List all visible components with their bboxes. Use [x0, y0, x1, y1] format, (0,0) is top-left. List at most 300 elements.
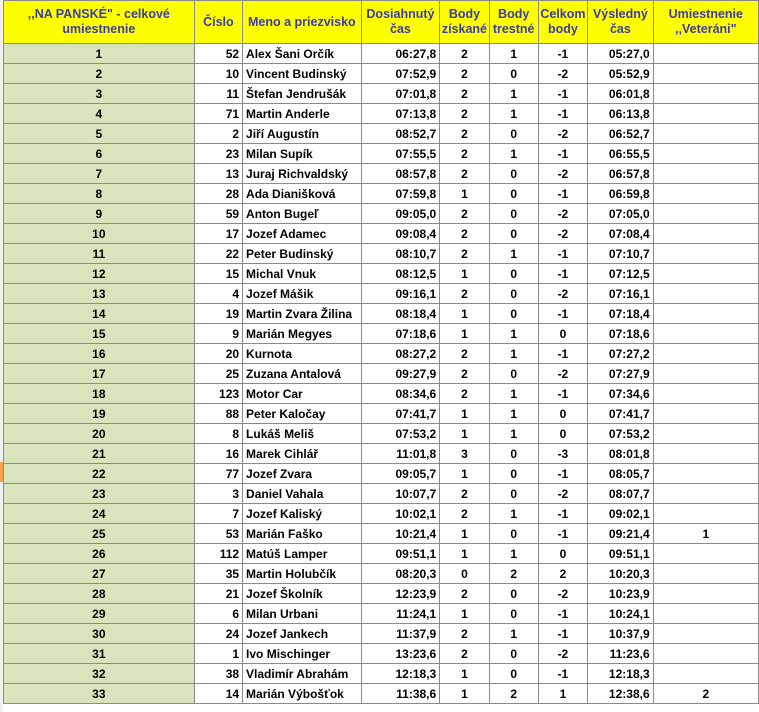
time-cell[interactable]: 07:13,8 [361, 104, 440, 124]
final-time-cell[interactable]: 07:27,2 [588, 344, 653, 364]
points-gained-cell[interactable]: 2 [440, 344, 489, 364]
time-cell[interactable]: 07:01,8 [361, 84, 440, 104]
time-cell[interactable]: 08:12,5 [361, 264, 440, 284]
col-header-veterans[interactable]: Umiestnenie ,,Veteráni" [653, 1, 758, 44]
number-cell[interactable]: 11 [194, 84, 242, 104]
name-cell[interactable]: Lukáš Meliš [243, 424, 362, 444]
number-cell[interactable]: 52 [194, 44, 242, 64]
rank-cell[interactable]: 29 [4, 604, 195, 624]
points-total-cell[interactable]: -1 [538, 144, 587, 164]
time-cell[interactable]: 07:59,8 [361, 184, 440, 204]
time-cell[interactable]: 07:53,2 [361, 424, 440, 444]
veterans-cell[interactable]: 1 [653, 524, 758, 544]
name-cell[interactable]: Jozef Mášik [243, 284, 362, 304]
points-gained-cell[interactable]: 1 [440, 184, 489, 204]
time-cell[interactable]: 09:05,0 [361, 204, 440, 224]
points-total-cell[interactable]: -1 [538, 384, 587, 404]
final-time-cell[interactable]: 07:34,6 [588, 384, 653, 404]
points-penalty-cell[interactable]: 0 [489, 304, 538, 324]
final-time-cell[interactable]: 06:59,8 [588, 184, 653, 204]
time-cell[interactable]: 10:07,7 [361, 484, 440, 504]
rank-cell[interactable]: 9 [4, 204, 195, 224]
number-cell[interactable]: 14 [194, 684, 242, 704]
rank-cell[interactable]: 18 [4, 384, 195, 404]
col-header-points-total[interactable]: Celkom body [538, 1, 587, 44]
time-cell[interactable]: 08:52,7 [361, 124, 440, 144]
final-time-cell[interactable]: 11:23,6 [588, 644, 653, 664]
name-cell[interactable]: Martin Holubčík [243, 564, 362, 584]
number-cell[interactable]: 16 [194, 444, 242, 464]
rank-cell[interactable]: 10 [4, 224, 195, 244]
name-cell[interactable]: Motor Car [243, 384, 362, 404]
number-cell[interactable]: 71 [194, 104, 242, 124]
points-gained-cell[interactable]: 2 [440, 384, 489, 404]
points-penalty-cell[interactable]: 0 [489, 604, 538, 624]
rank-cell[interactable]: 19 [4, 404, 195, 424]
veterans-cell[interactable] [653, 144, 758, 164]
points-penalty-cell[interactable]: 1 [489, 144, 538, 164]
points-total-cell[interactable]: 2 [538, 564, 587, 584]
veterans-cell[interactable] [653, 284, 758, 304]
name-cell[interactable]: Jozef Školník [243, 584, 362, 604]
points-total-cell[interactable]: 0 [538, 544, 587, 564]
points-penalty-cell[interactable]: 0 [489, 364, 538, 384]
final-time-cell[interactable]: 06:55,5 [588, 144, 653, 164]
time-cell[interactable]: 09:05,7 [361, 464, 440, 484]
name-cell[interactable]: Matúš Lamper [243, 544, 362, 564]
points-penalty-cell[interactable]: 0 [489, 644, 538, 664]
points-penalty-cell[interactable]: 1 [489, 504, 538, 524]
name-cell[interactable]: Vladimír Abrahám [243, 664, 362, 684]
rank-cell[interactable]: 30 [4, 624, 195, 644]
col-header-points-penalty[interactable]: Body trestné [489, 1, 538, 44]
points-gained-cell[interactable]: 2 [440, 504, 489, 524]
name-cell[interactable]: Jiří Augustín [243, 124, 362, 144]
points-penalty-cell[interactable]: 0 [489, 464, 538, 484]
rank-cell[interactable]: 21 [4, 444, 195, 464]
points-gained-cell[interactable]: 1 [440, 404, 489, 424]
veterans-cell[interactable] [653, 344, 758, 364]
number-cell[interactable]: 24 [194, 624, 242, 644]
number-cell[interactable]: 19 [194, 304, 242, 324]
name-cell[interactable]: Jozef Adamec [243, 224, 362, 244]
points-gained-cell[interactable]: 2 [440, 64, 489, 84]
time-cell[interactable]: 11:01,8 [361, 444, 440, 464]
col-header-name[interactable]: Meno a priezvisko [243, 1, 362, 44]
rank-cell[interactable]: 8 [4, 184, 195, 204]
points-gained-cell[interactable]: 2 [440, 644, 489, 664]
points-penalty-cell[interactable]: 0 [489, 524, 538, 544]
number-cell[interactable]: 35 [194, 564, 242, 584]
final-time-cell[interactable]: 07:18,6 [588, 324, 653, 344]
col-header-placement[interactable]: ,,NA PANSKÉ" - celkové umiestnenie [4, 1, 195, 44]
rank-cell[interactable]: 5 [4, 124, 195, 144]
veterans-cell[interactable]: 2 [653, 684, 758, 704]
name-cell[interactable]: Anton Bugeľ [243, 204, 362, 224]
time-cell[interactable]: 07:41,7 [361, 404, 440, 424]
points-gained-cell[interactable]: 2 [440, 584, 489, 604]
number-cell[interactable]: 1 [194, 644, 242, 664]
name-cell[interactable]: Milan Supík [243, 144, 362, 164]
points-gained-cell[interactable]: 1 [440, 424, 489, 444]
rank-cell[interactable]: 15 [4, 324, 195, 344]
points-gained-cell[interactable]: 1 [440, 544, 489, 564]
time-cell[interactable]: 09:51,1 [361, 544, 440, 564]
points-penalty-cell[interactable]: 2 [489, 684, 538, 704]
veterans-cell[interactable] [653, 44, 758, 64]
veterans-cell[interactable] [653, 104, 758, 124]
time-cell[interactable]: 08:18,4 [361, 304, 440, 324]
time-cell[interactable]: 10:21,4 [361, 524, 440, 544]
number-cell[interactable]: 9 [194, 324, 242, 344]
points-penalty-cell[interactable]: 0 [489, 664, 538, 684]
veterans-cell[interactable] [653, 224, 758, 244]
final-time-cell[interactable]: 06:13,8 [588, 104, 653, 124]
number-cell[interactable]: 15 [194, 264, 242, 284]
name-cell[interactable]: Štefan Jendrušák [243, 84, 362, 104]
number-cell[interactable]: 28 [194, 184, 242, 204]
points-penalty-cell[interactable]: 0 [489, 204, 538, 224]
time-cell[interactable]: 12:18,3 [361, 664, 440, 684]
points-total-cell[interactable]: -1 [538, 664, 587, 684]
name-cell[interactable]: Marián Výbošťok [243, 684, 362, 704]
points-gained-cell[interactable]: 1 [440, 324, 489, 344]
veterans-cell[interactable] [653, 664, 758, 684]
time-cell[interactable]: 08:27,2 [361, 344, 440, 364]
number-cell[interactable]: 77 [194, 464, 242, 484]
name-cell[interactable]: Marek Cihlář [243, 444, 362, 464]
veterans-cell[interactable] [653, 624, 758, 644]
rank-cell[interactable]: 28 [4, 584, 195, 604]
number-cell[interactable]: 59 [194, 204, 242, 224]
points-gained-cell[interactable]: 1 [440, 264, 489, 284]
points-penalty-cell[interactable]: 1 [489, 404, 538, 424]
rank-cell[interactable]: 24 [4, 504, 195, 524]
points-total-cell[interactable]: -1 [538, 84, 587, 104]
final-time-cell[interactable]: 09:51,1 [588, 544, 653, 564]
time-cell[interactable]: 11:24,1 [361, 604, 440, 624]
number-cell[interactable]: 6 [194, 604, 242, 624]
col-header-points-gained[interactable]: Body získané [440, 1, 489, 44]
points-total-cell[interactable]: -1 [538, 604, 587, 624]
final-time-cell[interactable]: 06:01,8 [588, 84, 653, 104]
time-cell[interactable]: 07:18,6 [361, 324, 440, 344]
number-cell[interactable]: 7 [194, 504, 242, 524]
final-time-cell[interactable]: 10:24,1 [588, 604, 653, 624]
rank-cell[interactable]: 32 [4, 664, 195, 684]
points-penalty-cell[interactable]: 0 [489, 184, 538, 204]
name-cell[interactable]: Martin Anderle [243, 104, 362, 124]
rank-cell[interactable]: 16 [4, 344, 195, 364]
points-penalty-cell[interactable]: 1 [489, 324, 538, 344]
rank-cell[interactable]: 27 [4, 564, 195, 584]
name-cell[interactable]: Jozef Jankech [243, 624, 362, 644]
name-cell[interactable]: Martin Zvara Žilina [243, 304, 362, 324]
points-total-cell[interactable]: -3 [538, 444, 587, 464]
points-total-cell[interactable]: -1 [538, 44, 587, 64]
number-cell[interactable]: 8 [194, 424, 242, 444]
final-time-cell[interactable]: 05:27,0 [588, 44, 653, 64]
final-time-cell[interactable]: 12:18,3 [588, 664, 653, 684]
points-penalty-cell[interactable]: 0 [489, 584, 538, 604]
col-header-final-time[interactable]: Výsledný čas [588, 1, 653, 44]
rank-cell[interactable]: 3 [4, 84, 195, 104]
veterans-cell[interactable] [653, 424, 758, 444]
points-penalty-cell[interactable]: 0 [489, 64, 538, 84]
points-total-cell[interactable]: -1 [538, 504, 587, 524]
number-cell[interactable]: 38 [194, 664, 242, 684]
final-time-cell[interactable]: 06:57,8 [588, 164, 653, 184]
veterans-cell[interactable] [653, 364, 758, 384]
points-gained-cell[interactable]: 2 [440, 244, 489, 264]
points-total-cell[interactable]: -1 [538, 104, 587, 124]
points-penalty-cell[interactable]: 0 [489, 264, 538, 284]
number-cell[interactable]: 112 [194, 544, 242, 564]
points-total-cell[interactable]: -1 [538, 184, 587, 204]
rank-cell[interactable]: 6 [4, 144, 195, 164]
name-cell[interactable]: Daniel Vahala [243, 484, 362, 504]
final-time-cell[interactable]: 07:53,2 [588, 424, 653, 444]
points-gained-cell[interactable]: 1 [440, 464, 489, 484]
points-gained-cell[interactable]: 2 [440, 624, 489, 644]
points-penalty-cell[interactable]: 1 [489, 384, 538, 404]
name-cell[interactable]: Marián Megyes [243, 324, 362, 344]
number-cell[interactable]: 2 [194, 124, 242, 144]
points-penalty-cell[interactable]: 1 [489, 44, 538, 64]
points-penalty-cell[interactable]: 1 [489, 84, 538, 104]
veterans-cell[interactable] [653, 124, 758, 144]
points-total-cell[interactable]: 1 [538, 684, 587, 704]
final-time-cell[interactable]: 08:07,7 [588, 484, 653, 504]
points-gained-cell[interactable]: 2 [440, 144, 489, 164]
points-total-cell[interactable]: -2 [538, 164, 587, 184]
points-total-cell[interactable]: -1 [538, 344, 587, 364]
points-gained-cell[interactable]: 2 [440, 104, 489, 124]
name-cell[interactable]: Milan Urbani [243, 604, 362, 624]
time-cell[interactable]: 08:34,6 [361, 384, 440, 404]
number-cell[interactable]: 3 [194, 484, 242, 504]
points-penalty-cell[interactable]: 1 [489, 104, 538, 124]
points-penalty-cell[interactable]: 1 [489, 244, 538, 264]
final-time-cell[interactable]: 10:23,9 [588, 584, 653, 604]
veterans-cell[interactable] [653, 504, 758, 524]
rank-cell[interactable]: 31 [4, 644, 195, 664]
name-cell[interactable]: Vincent Budinský [243, 64, 362, 84]
points-total-cell[interactable]: -1 [538, 464, 587, 484]
points-gained-cell[interactable]: 2 [440, 204, 489, 224]
final-time-cell[interactable]: 08:01,8 [588, 444, 653, 464]
rank-cell[interactable]: 1 [4, 44, 195, 64]
points-penalty-cell[interactable]: 1 [489, 544, 538, 564]
name-cell[interactable]: Juraj Richvaldský [243, 164, 362, 184]
points-total-cell[interactable]: 0 [538, 404, 587, 424]
time-cell[interactable]: 08:20,3 [361, 564, 440, 584]
rank-cell[interactable]: 13 [4, 284, 195, 304]
points-total-cell[interactable]: -2 [538, 584, 587, 604]
final-time-cell[interactable]: 12:38,6 [588, 684, 653, 704]
veterans-cell[interactable] [653, 644, 758, 664]
time-cell[interactable]: 08:10,7 [361, 244, 440, 264]
points-gained-cell[interactable]: 2 [440, 44, 489, 64]
rank-cell[interactable]: 4 [4, 104, 195, 124]
points-penalty-cell[interactable]: 0 [489, 224, 538, 244]
veterans-cell[interactable] [653, 64, 758, 84]
rank-cell[interactable]: 2 [4, 64, 195, 84]
name-cell[interactable]: Ada Dianišková [243, 184, 362, 204]
points-gained-cell[interactable]: 1 [440, 604, 489, 624]
rank-cell[interactable]: 22 [4, 464, 195, 484]
points-total-cell[interactable]: 0 [538, 424, 587, 444]
points-total-cell[interactable]: -2 [538, 204, 587, 224]
points-penalty-cell[interactable]: 0 [489, 484, 538, 504]
time-cell[interactable]: 10:02,1 [361, 504, 440, 524]
veterans-cell[interactable] [653, 204, 758, 224]
name-cell[interactable]: Marián Faško [243, 524, 362, 544]
number-cell[interactable]: 10 [194, 64, 242, 84]
points-penalty-cell[interactable]: 0 [489, 444, 538, 464]
final-time-cell[interactable]: 09:21,4 [588, 524, 653, 544]
veterans-cell[interactable] [653, 544, 758, 564]
number-cell[interactable]: 53 [194, 524, 242, 544]
points-penalty-cell[interactable]: 0 [489, 164, 538, 184]
name-cell[interactable]: Kurnota [243, 344, 362, 364]
rank-cell[interactable]: 33 [4, 684, 195, 704]
points-gained-cell[interactable]: 2 [440, 364, 489, 384]
col-header-number[interactable]: Číslo [194, 1, 242, 44]
rank-cell[interactable]: 20 [4, 424, 195, 444]
final-time-cell[interactable]: 07:27,9 [588, 364, 653, 384]
points-penalty-cell[interactable]: 1 [489, 424, 538, 444]
final-time-cell[interactable]: 07:41,7 [588, 404, 653, 424]
points-total-cell[interactable]: -1 [538, 524, 587, 544]
points-gained-cell[interactable]: 2 [440, 224, 489, 244]
number-cell[interactable]: 21 [194, 584, 242, 604]
final-time-cell[interactable]: 08:05,7 [588, 464, 653, 484]
veterans-cell[interactable] [653, 484, 758, 504]
veterans-cell[interactable] [653, 444, 758, 464]
points-gained-cell[interactable]: 0 [440, 564, 489, 584]
name-cell[interactable]: Peter Budinský [243, 244, 362, 264]
rank-cell[interactable]: 17 [4, 364, 195, 384]
points-gained-cell[interactable]: 1 [440, 684, 489, 704]
points-total-cell[interactable]: -2 [538, 224, 587, 244]
number-cell[interactable]: 123 [194, 384, 242, 404]
veterans-cell[interactable] [653, 244, 758, 264]
veterans-cell[interactable] [653, 464, 758, 484]
rank-cell[interactable]: 25 [4, 524, 195, 544]
name-cell[interactable]: Alex Šani Orčík [243, 44, 362, 64]
points-gained-cell[interactable]: 2 [440, 164, 489, 184]
final-time-cell[interactable]: 07:05,0 [588, 204, 653, 224]
points-total-cell[interactable]: -2 [538, 284, 587, 304]
number-cell[interactable]: 22 [194, 244, 242, 264]
time-cell[interactable]: 09:16,1 [361, 284, 440, 304]
veterans-cell[interactable] [653, 264, 758, 284]
veterans-cell[interactable] [653, 404, 758, 424]
name-cell[interactable]: Jozef Kaliský [243, 504, 362, 524]
points-gained-cell[interactable]: 2 [440, 484, 489, 504]
rank-cell[interactable]: 7 [4, 164, 195, 184]
points-gained-cell[interactable]: 2 [440, 284, 489, 304]
number-cell[interactable]: 17 [194, 224, 242, 244]
final-time-cell[interactable]: 05:52,9 [588, 64, 653, 84]
name-cell[interactable]: Michal Vnuk [243, 264, 362, 284]
time-cell[interactable]: 13:23,6 [361, 644, 440, 664]
points-total-cell[interactable]: -2 [538, 644, 587, 664]
final-time-cell[interactable]: 07:08,4 [588, 224, 653, 244]
number-cell[interactable]: 13 [194, 164, 242, 184]
time-cell[interactable]: 08:57,8 [361, 164, 440, 184]
col-header-time[interactable]: Dosiahnutý čas [361, 1, 440, 44]
points-total-cell[interactable]: -1 [538, 304, 587, 324]
rank-cell[interactable]: 11 [4, 244, 195, 264]
points-total-cell[interactable]: -2 [538, 484, 587, 504]
final-time-cell[interactable]: 09:02,1 [588, 504, 653, 524]
time-cell[interactable]: 09:27,9 [361, 364, 440, 384]
rank-cell[interactable]: 23 [4, 484, 195, 504]
time-cell[interactable]: 12:23,9 [361, 584, 440, 604]
points-gained-cell[interactable]: 3 [440, 444, 489, 464]
rank-cell[interactable]: 12 [4, 264, 195, 284]
number-cell[interactable]: 20 [194, 344, 242, 364]
name-cell[interactable]: Zuzana Antalová [243, 364, 362, 384]
veterans-cell[interactable] [653, 84, 758, 104]
time-cell[interactable]: 11:38,6 [361, 684, 440, 704]
final-time-cell[interactable]: 07:18,4 [588, 304, 653, 324]
points-penalty-cell[interactable]: 1 [489, 624, 538, 644]
number-cell[interactable]: 88 [194, 404, 242, 424]
name-cell[interactable]: Jozef Zvara [243, 464, 362, 484]
final-time-cell[interactable]: 06:52,7 [588, 124, 653, 144]
time-cell[interactable]: 07:55,5 [361, 144, 440, 164]
final-time-cell[interactable]: 10:37,9 [588, 624, 653, 644]
final-time-cell[interactable]: 10:20,3 [588, 564, 653, 584]
points-penalty-cell[interactable]: 1 [489, 344, 538, 364]
points-total-cell[interactable]: -2 [538, 364, 587, 384]
time-cell[interactable]: 11:37,9 [361, 624, 440, 644]
final-time-cell[interactable]: 07:10,7 [588, 244, 653, 264]
points-gained-cell[interactable]: 1 [440, 664, 489, 684]
time-cell[interactable]: 09:08,4 [361, 224, 440, 244]
veterans-cell[interactable] [653, 564, 758, 584]
veterans-cell[interactable] [653, 584, 758, 604]
veterans-cell[interactable] [653, 324, 758, 344]
rank-cell[interactable]: 26 [4, 544, 195, 564]
time-cell[interactable]: 06:27,8 [361, 44, 440, 64]
points-gained-cell[interactable]: 1 [440, 304, 489, 324]
number-cell[interactable]: 25 [194, 364, 242, 384]
points-gained-cell[interactable]: 2 [440, 124, 489, 144]
points-gained-cell[interactable]: 2 [440, 84, 489, 104]
number-cell[interactable]: 4 [194, 284, 242, 304]
veterans-cell[interactable] [653, 304, 758, 324]
points-total-cell[interactable]: -1 [538, 244, 587, 264]
points-total-cell[interactable]: -1 [538, 264, 587, 284]
final-time-cell[interactable]: 07:12,5 [588, 264, 653, 284]
points-total-cell[interactable]: -2 [538, 64, 587, 84]
points-gained-cell[interactable]: 1 [440, 524, 489, 544]
rank-cell[interactable]: 14 [4, 304, 195, 324]
points-penalty-cell[interactable]: 2 [489, 564, 538, 584]
points-total-cell[interactable]: 0 [538, 324, 587, 344]
points-penalty-cell[interactable]: 0 [489, 124, 538, 144]
time-cell[interactable]: 07:52,9 [361, 64, 440, 84]
number-cell[interactable]: 23 [194, 144, 242, 164]
name-cell[interactable]: Ivo Mischinger [243, 644, 362, 664]
veterans-cell[interactable] [653, 604, 758, 624]
veterans-cell[interactable] [653, 164, 758, 184]
points-total-cell[interactable]: -1 [538, 624, 587, 644]
